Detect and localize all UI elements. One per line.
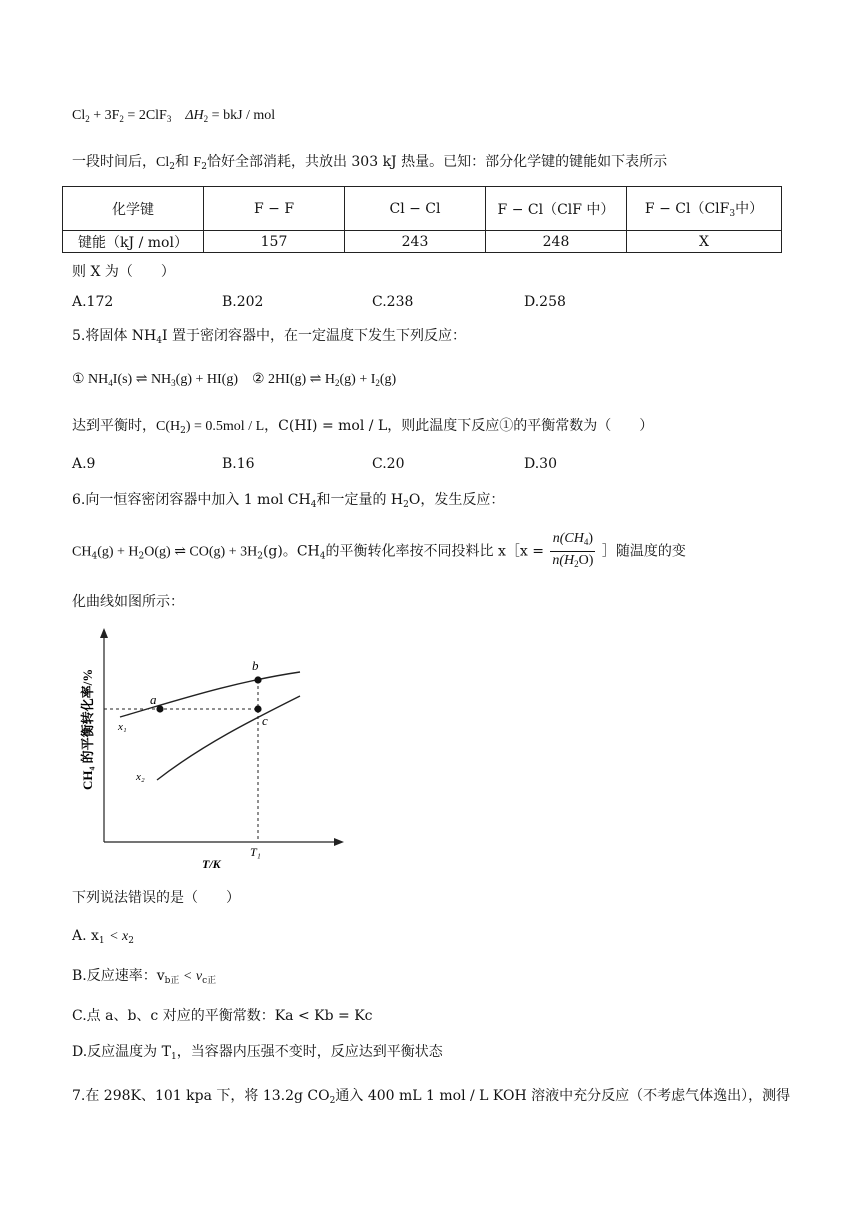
option-b: B.202 [222, 294, 264, 310]
label-c: c [262, 713, 268, 728]
option-d: D.258 [524, 294, 566, 310]
table-header-cell: F − F [204, 187, 345, 231]
option-b: B.16 [222, 456, 255, 472]
point-a [156, 705, 163, 712]
option-a: A.9 [72, 456, 96, 472]
point-c [254, 705, 261, 712]
table-cell: 248 [486, 231, 627, 253]
table-header-cell: Cl − Cl [345, 187, 486, 231]
q5-condition: 达到平衡时，$C(H_2) = 0.5mol / L$，C(HI) = mol / L，则此温度下反应①的平衡常数为（ ） [72, 418, 654, 436]
q6-reaction: $CH_4(g) + H_2O(g)$ ⇌ $CO(g) + 3H_2(g)$。$CH_4$的平衡转化率按不同投料比 x［x = $\frac{n(CH_4)}{n(H_2O)}$ ］随温度的变 [72, 530, 686, 577]
table-header-row [63, 187, 782, 231]
thermo-equation: $Cl_2 + 3F_2 = 2ClF_3$ $\Delta H_2$ = bkJ / mol [72, 108, 276, 124]
x-axis-label: T/K [202, 857, 221, 870]
q5-stem: 5.将固体 $NH_4I$ 置于密闭容器中，在一定温度下发生下列反应： [72, 328, 466, 346]
q6-option-d: D.反应温度为 $T_1$，当容器内压强不变时，反应达到平衡状态 [72, 1044, 443, 1062]
option-a: A.172 [72, 294, 114, 310]
table-cell: 243 [345, 231, 486, 253]
feed-ratio-fraction: $\frac{n(CH_4)}{n(H_2O)}$ [552, 531, 594, 569]
label-t1: T₁ [250, 845, 261, 859]
q6-stem: 6.向一恒容密闭容器中加入 1 mol $CH_4$和一定量的 $H_2O$，发生反应： [72, 492, 505, 510]
table-header-cell: F − Cl（ClF 中） [486, 187, 627, 231]
q6-stem-continued: 化曲线如图所示： [72, 594, 184, 610]
table-header-cell: 化学键 [63, 187, 204, 231]
paragraph-consumption: 一段时间后，$Cl_2$和 $F_2$恰好全部消耗，共放出 303 kJ 热量。已知：部分化学键的键能如下表所示 [72, 154, 668, 172]
label-x1: x₁ [118, 721, 127, 733]
conversion-vs-temperature-figure [72, 620, 352, 870]
x-axis-arrow [334, 838, 344, 846]
q4-prompt: 则 X 为（ ） [72, 264, 175, 280]
q6-option-c: C.点 a、b、c 对应的平衡常数：Ka < Kb = Kc [72, 1008, 373, 1024]
table-row [63, 231, 782, 253]
y-axis-label: CH₄ 的平衡转化率/% [80, 668, 95, 790]
table-cell: 键能（kJ / mol） [63, 231, 204, 253]
point-b [254, 676, 261, 683]
option-c: C.20 [372, 456, 405, 472]
table-header-cell: F − Cl（ClF$_3$中） [627, 187, 782, 231]
bond-energy-table [62, 186, 782, 253]
table-cell: X [627, 231, 782, 253]
q6-option-a: A. $x_1 < x_2$ [72, 928, 134, 946]
q6-option-b: B.反应速率：$v_{b正} < v_{c正}$ [72, 968, 217, 986]
q6-question: 下列说法错误的是（ ） [72, 890, 240, 906]
label-b: b [252, 658, 259, 673]
table-cell: 157 [204, 231, 345, 253]
y-axis-arrow [100, 628, 108, 638]
q7-stem: 7.在 298K、101 kpa 下，将 13.2g $CO_2$通入 400 mL 1 mol / L KOH 溶液中充分反应（不考虑气体逸出），测得 [72, 1088, 791, 1106]
label-x2: x₂ [136, 771, 145, 783]
q5-reactions: ① $NH_4I(s)$ ⇌ $NH_3(g) + HI(g)$ ② 2HI(g) ⇌ $H_2(g) + I_2(g)$ [72, 372, 397, 388]
option-c: C.238 [372, 294, 414, 310]
option-d: D.30 [524, 456, 557, 472]
label-a: a [150, 692, 157, 707]
